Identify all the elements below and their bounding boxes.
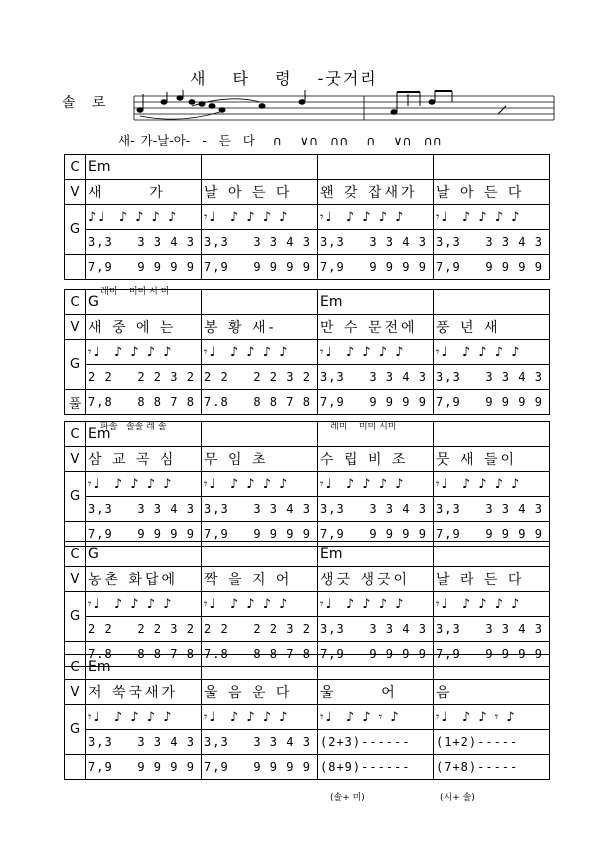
chord-row bbox=[65, 422, 550, 447]
lyric-row-cell: 뭇 새 들이 bbox=[434, 447, 550, 472]
lyric-row-cell: 무 임 초 bbox=[202, 447, 318, 472]
chord-row-cell: G bbox=[86, 542, 202, 567]
top-number-row-cell: 3,3 3 3 4 3 bbox=[318, 497, 434, 522]
score-section-1 bbox=[64, 154, 550, 280]
row-label: C bbox=[65, 422, 86, 447]
row-label-g: G bbox=[65, 705, 86, 755]
top-number-row-cell: (2+3)------ bbox=[318, 730, 434, 755]
lyric-row-cell: 울 음 운 다 bbox=[202, 680, 318, 705]
chord-row-cell bbox=[202, 290, 318, 315]
row-label: V bbox=[65, 180, 86, 205]
score-section-3 bbox=[64, 421, 550, 547]
bottom-number-row-cell: 7,9 9 9 9 9 bbox=[434, 390, 550, 415]
bottom-number-row-cell: 7,9 9 9 9 9 bbox=[318, 642, 434, 667]
lyric-row bbox=[65, 447, 550, 472]
rhythm-row-cell: 𝄾♩ ♪ ♪ ♪ ♪ bbox=[434, 205, 550, 230]
lyric-row-cell: 저 쑥국새가 bbox=[86, 680, 202, 705]
chord-row-cell bbox=[202, 422, 318, 447]
lyric-row-cell: 생긋 생긋이 bbox=[318, 567, 434, 592]
chord-row-cell: G bbox=[86, 290, 202, 315]
chord-row-cell bbox=[202, 655, 318, 680]
lyric-row-cell: 새 가 bbox=[86, 180, 202, 205]
bottom-number-row-cell: 7,9 9 9 9 9 bbox=[434, 255, 550, 280]
lyric-row-cell: 날 라 든 다 bbox=[434, 567, 550, 592]
rhythm-row-cell: 𝄾♩ ♪ ♪ ♪ ♪ bbox=[86, 340, 202, 365]
row-label-g: G bbox=[65, 340, 86, 390]
chord-row-cell bbox=[318, 422, 434, 447]
rhythm-row bbox=[65, 340, 550, 365]
bottom-number-row-cell: 7,9 9 9 9 9 bbox=[434, 642, 550, 667]
row-label: V bbox=[65, 567, 86, 592]
score-section-5 bbox=[64, 654, 550, 780]
bottom-number-row-cell: 7,9 9 9 9 9 bbox=[86, 255, 202, 280]
rhythm-row-cell: 𝄾♩ ♪ ♪ ♪ ♪ bbox=[434, 472, 550, 497]
top-number-row-cell: 3,3 3 3 4 3 bbox=[86, 730, 202, 755]
top-number-row-cell: 3,3 3 3 4 3 bbox=[318, 365, 434, 390]
lyric-row-cell: 짝 을 지 어 bbox=[202, 567, 318, 592]
lyric-row bbox=[65, 315, 550, 340]
bottom-number-row bbox=[65, 255, 550, 280]
rhythm-row-cell: 𝄾♩ ♪ ♪ ♪ ♪ bbox=[434, 592, 550, 617]
row-label: C bbox=[65, 655, 86, 680]
top-number-row-cell: 3,3 3 3 4 3 bbox=[86, 497, 202, 522]
top-number-row-cell: 3,3 3 3 4 3 bbox=[202, 730, 318, 755]
rhythm-row bbox=[65, 472, 550, 497]
bottom-number-row bbox=[65, 390, 550, 415]
chord-row-cell bbox=[318, 655, 434, 680]
bottom-number-row-cell: 7.8 8 8 7 8 bbox=[202, 642, 318, 667]
solo-lyric: 새- 가-날-아- - 든 다 ∩ ∨∩ ∩∩ ∩ ∨∩ ∩∩ bbox=[118, 133, 442, 148]
pitch-note: 파솔 솔솔 레 솔 bbox=[100, 422, 167, 432]
top-number-row-cell: 3,3 3 3 4 3 bbox=[86, 230, 202, 255]
lyric-row-cell: 새 중 에 는 bbox=[86, 315, 202, 340]
top-number-row bbox=[65, 365, 550, 390]
row-label: C bbox=[65, 290, 86, 315]
top-number-row-cell: 3,3 3 3 4 3 bbox=[434, 617, 550, 642]
top-number-row bbox=[65, 230, 550, 255]
rhythm-row-cell: 𝄾♩ ♪ ♪ ♪ ♪ bbox=[202, 592, 318, 617]
bottom-number-row-cell: 7,9 9 9 9 9 bbox=[202, 755, 318, 780]
top-number-row-cell: 3,3 3 3 4 3 bbox=[318, 230, 434, 255]
rhythm-row-cell: 𝄾♩ ♪ ♪ ♪ ♪ bbox=[202, 705, 318, 730]
pitch-note: 레미 미미 시 미 bbox=[100, 287, 170, 297]
bottom-number-row-cell: (8+9)------ bbox=[318, 755, 434, 780]
top-number-row bbox=[65, 730, 550, 755]
bottom-number-row-cell: 7,8 8 8 7 8 bbox=[86, 390, 202, 415]
top-number-row-cell: 3,3 3 3 4 3 bbox=[202, 230, 318, 255]
row-label-g: G bbox=[65, 472, 86, 522]
top-number-row-cell: 2 2 2 2 3 2 bbox=[86, 365, 202, 390]
bottom-number-row-cell: 7,9 9 9 9 9 bbox=[86, 522, 202, 547]
bottom-number-row-cell: 7,9 9 9 9 9 bbox=[202, 255, 318, 280]
chord-row-cell bbox=[434, 542, 550, 567]
lyric-row-cell: 봉 황 새- bbox=[202, 315, 318, 340]
lyric-row-cell: 날 아 든 다 bbox=[202, 180, 318, 205]
top-number-row-cell: 2 2 2 2 3 2 bbox=[202, 617, 318, 642]
rhythm-row-cell: 𝄾♩ ♪ ♪ ♪ ♪ bbox=[318, 205, 434, 230]
lyric-row-cell: 날 아 든 다 bbox=[434, 180, 550, 205]
chord-row-cell bbox=[202, 155, 318, 180]
rhythm-row-cell: ♪♩ ♪ ♪ ♪ ♪ bbox=[86, 205, 202, 230]
chord-row-cell bbox=[434, 422, 550, 447]
chord-row-cell: Em bbox=[86, 155, 202, 180]
bottom-number-row bbox=[65, 755, 550, 780]
lyric-row bbox=[65, 567, 550, 592]
lyric-row-cell: 풍 년 새 bbox=[434, 315, 550, 340]
chord-row-cell: Em bbox=[318, 542, 434, 567]
row-label: V bbox=[65, 315, 86, 340]
rhythm-row-cell: 𝄾♩ ♪ ♪ ♪ ♪ bbox=[318, 340, 434, 365]
bottom-number-row-cell: 7.8 8 8 7 8 bbox=[202, 390, 318, 415]
row-label: V bbox=[65, 447, 86, 472]
rhythm-row-cell: 𝄾♩ ♪ ♪ ♪ ♪ bbox=[434, 340, 550, 365]
score-section-2 bbox=[64, 289, 550, 415]
rhythm-row-cell: 𝄾♩ ♪ ♪ ♪ ♪ bbox=[202, 205, 318, 230]
bottom-number-row-cell: 7.8 8 8 7 8 bbox=[86, 642, 202, 667]
solo-staff bbox=[120, 90, 556, 124]
lyric-row-cell: 만 수 문전에 bbox=[318, 315, 434, 340]
bottom-number-row-cell: 7,9 9 9 9 9 bbox=[318, 522, 434, 547]
rhythm-row-cell: 𝄾♩ ♪ ♪ ♪ ♪ bbox=[318, 472, 434, 497]
chord-row bbox=[65, 655, 550, 680]
row-label bbox=[65, 755, 86, 780]
lyric-row-cell: 울 어 bbox=[318, 680, 434, 705]
rhythm-row-cell: 𝄾♩ ♪ ♪ ♪ ♪ bbox=[86, 592, 202, 617]
chord-row bbox=[65, 155, 550, 180]
solo-label: 솔 로 bbox=[62, 95, 112, 111]
row-label: V bbox=[65, 680, 86, 705]
pitch-note: (솔+ 미) bbox=[330, 793, 365, 803]
lyric-row-cell: 수 립 비 조 bbox=[318, 447, 434, 472]
bottom-number-row-cell: 7,9 9 9 9 9 bbox=[86, 755, 202, 780]
rhythm-row-cell: 𝄾♩ ♪ ♪ ♪ ♪ bbox=[86, 472, 202, 497]
lyric-row bbox=[65, 180, 550, 205]
chord-row-cell bbox=[202, 542, 318, 567]
bottom-number-row-cell: 7,9 9 9 9 9 bbox=[434, 522, 550, 547]
chord-row-cell bbox=[434, 155, 550, 180]
lyric-row-cell: 삼 교 곡 심 bbox=[86, 447, 202, 472]
rhythm-row-cell: 𝄾♩ ♪ ♪ ♪ ♪ bbox=[202, 340, 318, 365]
chord-row-cell: Em bbox=[318, 290, 434, 315]
chord-row-cell: Em bbox=[86, 655, 202, 680]
top-number-row-cell: 2 2 2 2 3 2 bbox=[202, 365, 318, 390]
pitch-note: (시+ 솔) bbox=[440, 793, 475, 803]
rhythm-row-cell: 𝄾♩ ♪ ♪ ♪ ♪ bbox=[202, 472, 318, 497]
rhythm-row-cell: 𝄾♩ ♪ ♪ 𝄾 ♪ bbox=[434, 705, 550, 730]
rhythm-row bbox=[65, 705, 550, 730]
rhythm-row-cell: 𝄾♩ ♪ ♪ 𝄾 ♪ bbox=[318, 705, 434, 730]
rhythm-row bbox=[65, 592, 550, 617]
top-number-row-cell: 3,3 3 3 4 3 bbox=[318, 617, 434, 642]
lyric-row bbox=[65, 680, 550, 705]
top-number-row bbox=[65, 497, 550, 522]
row-label-g: G bbox=[65, 592, 86, 642]
lyric-row-cell: 음 bbox=[434, 680, 550, 705]
row-label: 풀 bbox=[65, 390, 86, 415]
bottom-number-row-cell: (7+8)----- bbox=[434, 755, 550, 780]
top-number-row-cell: 3,3 3 3 4 3 bbox=[434, 230, 550, 255]
bottom-number-row-cell: 7,9 9 9 9 9 bbox=[202, 522, 318, 547]
rhythm-row-cell: 𝄾♩ ♪ ♪ ♪ ♪ bbox=[318, 592, 434, 617]
row-label: C bbox=[65, 155, 86, 180]
chord-row-cell bbox=[434, 655, 550, 680]
top-number-row-cell: 3,3 3 3 4 3 bbox=[434, 365, 550, 390]
top-number-row bbox=[65, 617, 550, 642]
lyric-row-cell: 농촌 화답에 bbox=[86, 567, 202, 592]
top-number-row-cell: 3,3 3 3 4 3 bbox=[434, 497, 550, 522]
pitch-note: 레미 미미 시미 bbox=[330, 422, 397, 432]
top-number-row-cell: 2 2 2 2 3 2 bbox=[86, 617, 202, 642]
chord-row bbox=[65, 290, 550, 315]
bottom-number-row-cell: 7,9 9 9 9 9 bbox=[318, 390, 434, 415]
chord-row-cell: Em bbox=[86, 422, 202, 447]
chord-row bbox=[65, 542, 550, 567]
top-number-row-cell: (1+2)----- bbox=[434, 730, 550, 755]
chord-row-cell bbox=[434, 290, 550, 315]
page-title: 새 타 령 -굿거리 bbox=[190, 69, 378, 88]
bottom-number-row-cell: 7,9 9 9 9 9 bbox=[318, 255, 434, 280]
lyric-row-cell: 왠 갖 잡새가 bbox=[318, 180, 434, 205]
row-label: C bbox=[65, 542, 86, 567]
row-label-g: G bbox=[65, 205, 86, 255]
rhythm-row bbox=[65, 205, 550, 230]
row-label bbox=[65, 255, 86, 280]
chord-row-cell bbox=[318, 155, 434, 180]
rhythm-row-cell: 𝄾♩ ♪ ♪ ♪ ♪ bbox=[86, 705, 202, 730]
top-number-row-cell: 3,3 3 3 4 3 bbox=[202, 497, 318, 522]
score-section-4 bbox=[64, 541, 550, 667]
